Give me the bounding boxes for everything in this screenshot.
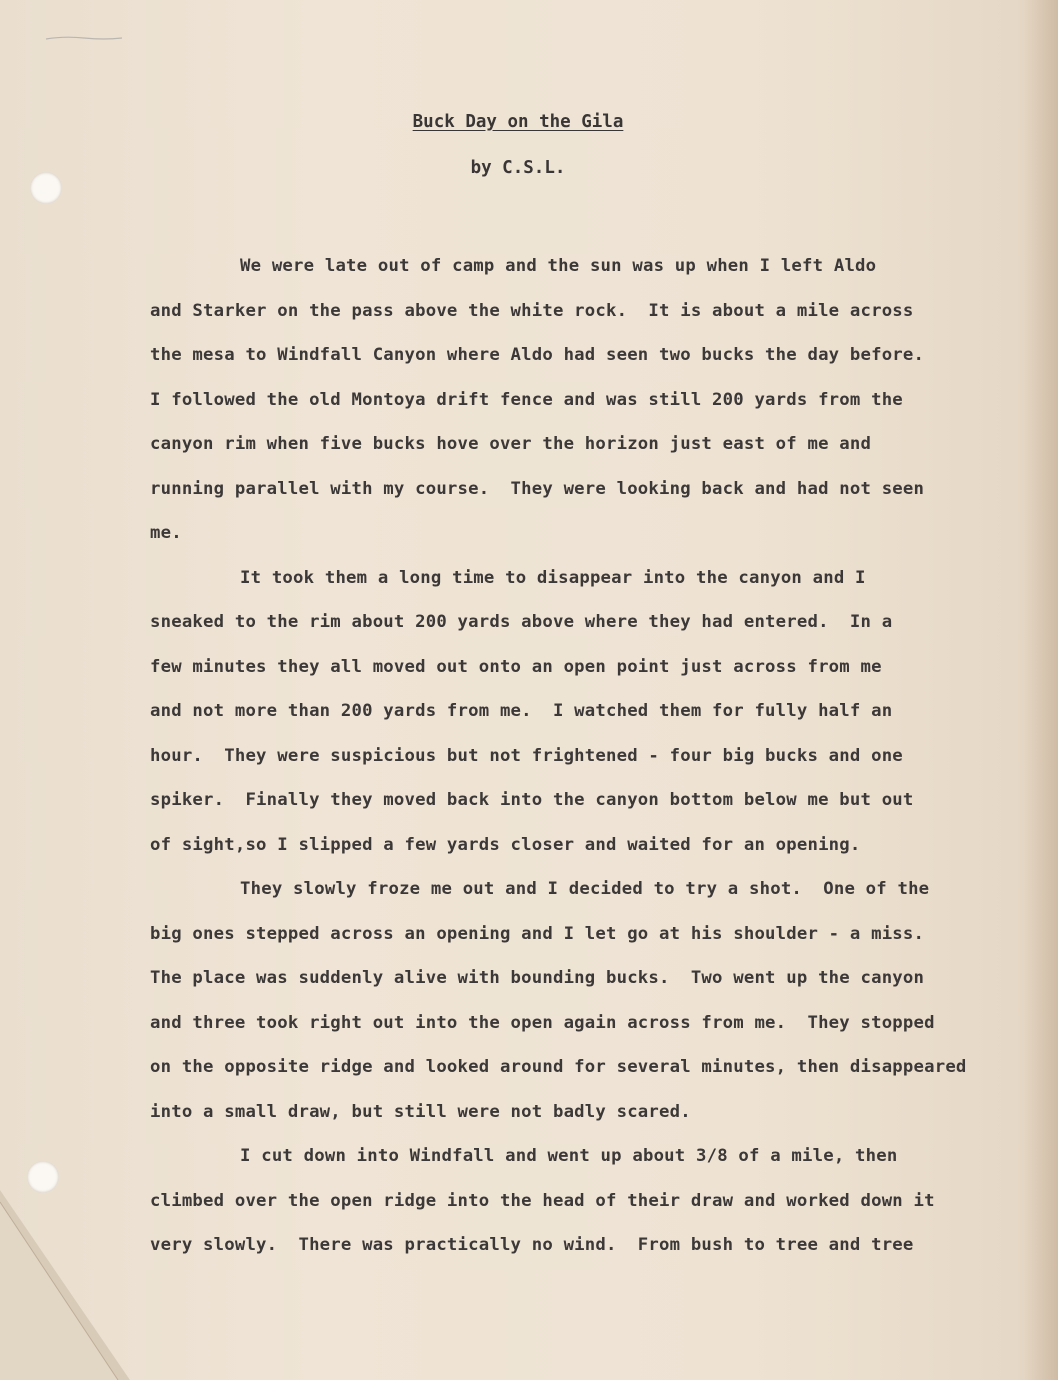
text-line: of sight,so I slipped a few yards closer and waited for an opening. [150,834,861,855]
text-line: and Starker on the pass above the white rock. It is about a mile across [150,300,914,321]
text-line: canyon rim when five bucks hove over the horizon just east of me and [150,434,872,454]
text-line: few minutes they all moved out onto an open point just across from me [150,656,882,677]
folded-corner [0,1190,130,1380]
text-line: The place was suddenly alive with bounding bucks. Two went up the canyon [150,968,925,988]
document-byline: by C.S.L. [470,158,566,178]
text-line: I cut down into Windfall and went up about 3/8 of a mile, then [240,1146,898,1166]
text-line: big ones stepped across an opening and I let go at his shoulder - a miss. [150,923,925,944]
text-line: very slowly. There was practically no wind. From bush to tree and tree [150,1235,914,1255]
text-line: and not more than 200 yards from me. I watched them for fully half an [150,701,893,721]
document-title: Buck Day on the Gila [412,112,624,132]
text-line: climbed over the open ridge into the head of their draw and worked down it [150,1190,935,1211]
text-line: on the opposite ridge and looked around for several minutes, then disappeared [150,1057,967,1077]
text-line: me. [150,523,182,543]
text-line: and three took right out into the open again across from me. They stopped [150,1012,935,1033]
text-line: into a small draw, but still were not badly scared. [150,1101,691,1122]
text-line: hour. They were suspicious but not frightened - four big bucks and one [150,745,903,766]
pencil-smudge [44,34,124,42]
text-line: running parallel with my course. They were looking back and had not seen [150,478,925,499]
document-body [150,244,1030,1268]
text-line: sneaked to the rim about 200 yards above where they had entered. In a [150,612,893,632]
text-line: They slowly froze me out and I decided to try a shot. One of the [240,879,930,899]
text-line: We were late out of camp and the sun was up when I left Aldo [240,256,877,276]
punch-hole-bottom [27,1161,59,1193]
text-line: spiker. Finally they moved back into the canyon bottom below me but out [150,790,914,810]
text-line: It took them a long time to disappear into the canyon and I [240,567,866,588]
text-line: the mesa to Windfall Canyon where Aldo had seen two bucks the day before. [150,345,925,365]
text-line: I followed the old Montoya drift fence and was still 200 yards from the [150,389,903,410]
